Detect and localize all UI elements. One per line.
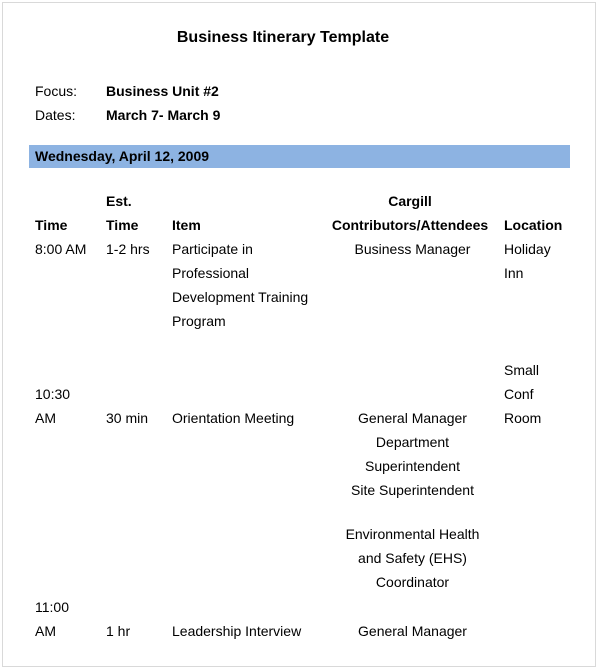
page-frame bbox=[2, 2, 596, 667]
row2-attendee-7: Coordinator bbox=[375, 574, 450, 590]
focus-label: Focus: bbox=[35, 83, 78, 99]
row1-location-line2: Inn bbox=[504, 265, 524, 281]
row2-time-line2: AM bbox=[35, 410, 56, 426]
header-est-line1: Est. bbox=[106, 193, 132, 209]
row3-time-line2: AM bbox=[35, 623, 56, 639]
row2-location-line3: Room bbox=[504, 410, 542, 426]
dates-label: Dates: bbox=[35, 107, 76, 123]
row3-attendee: General Manager bbox=[358, 623, 467, 639]
row2-est: 30 min bbox=[106, 410, 149, 426]
row1-attendee: Business Manager bbox=[354, 241, 471, 257]
row1-location-line1: Holiday bbox=[504, 241, 551, 257]
header-cargill-line2: Contributors/Attendees bbox=[331, 217, 489, 233]
header-time: Time bbox=[35, 217, 68, 233]
row1-item-line4: Program bbox=[172, 313, 226, 329]
row2-attendee-5: Environmental Health bbox=[345, 526, 480, 542]
row2-attendee-6: and Safety (EHS) bbox=[358, 550, 467, 566]
focus-value: Business Unit #2 bbox=[106, 83, 219, 99]
row1-item-line1: Participate in bbox=[172, 241, 253, 257]
document-title: Business Itinerary Template bbox=[176, 29, 390, 46]
row1-est: 1-2 hrs bbox=[106, 241, 150, 257]
row1-item-line3: Development Training bbox=[172, 289, 309, 305]
header-item: Item bbox=[172, 217, 201, 233]
row3-time-line1: 11:00 bbox=[35, 599, 69, 615]
dates-value: March 7- March 9 bbox=[106, 107, 221, 123]
row3-est: 1 hr bbox=[106, 623, 131, 639]
row1-item-line2: Professional bbox=[172, 265, 250, 281]
day-header-band bbox=[29, 145, 570, 168]
day-header: Wednesday, April 12, 2009 bbox=[35, 148, 210, 164]
row2-attendee-1: General Manager bbox=[358, 410, 467, 426]
header-est-line2: Time bbox=[106, 217, 139, 233]
row2-attendee-3: Superintendent bbox=[365, 458, 460, 474]
row2-attendee-4: Site Superintendent bbox=[351, 482, 474, 498]
row3-item: Leadership Interview bbox=[172, 623, 302, 639]
row2-time-line1: 10:30 bbox=[35, 386, 71, 402]
row2-location-line2: Conf bbox=[504, 386, 534, 402]
row2-item: Orientation Meeting bbox=[172, 410, 295, 426]
header-location: Location bbox=[504, 217, 563, 233]
header-cargill-line1: Cargill bbox=[388, 193, 432, 209]
row2-location-line1: Small bbox=[504, 362, 540, 378]
row2-attendee-2: Department bbox=[375, 434, 450, 450]
row1-time: 8:00 AM bbox=[35, 241, 87, 257]
